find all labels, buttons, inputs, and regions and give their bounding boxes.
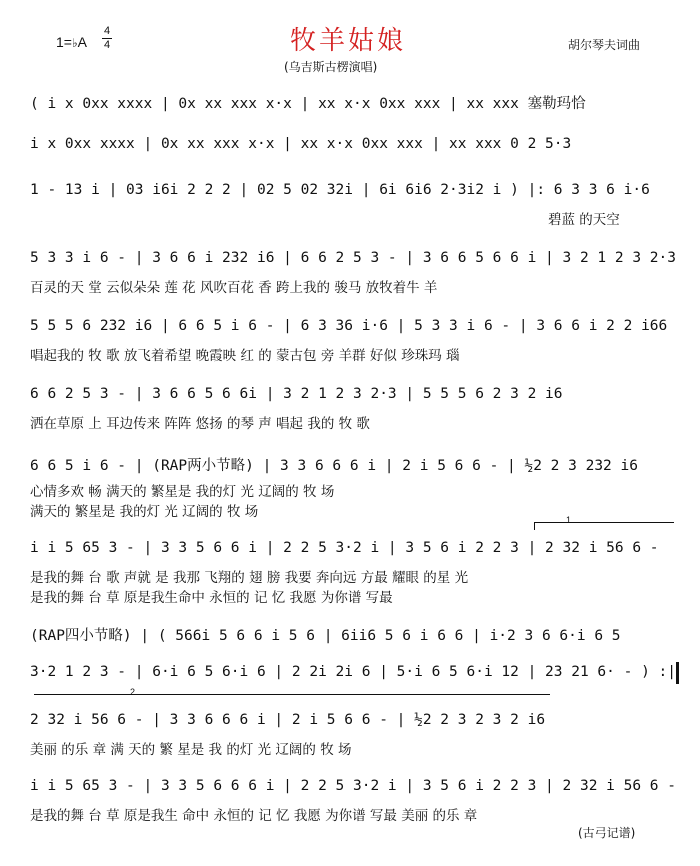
notation-line-12: i i 5 65 3 - | 3 3 5 6 6 6 i | 2 2 5 3·2 i | 3 5 6 i 2 2 3 | 2 32 i 56 6 - — [30, 778, 677, 794]
notation-line-5: 5 5 5 6 232 i6 | 6 6 5 i 6 - | 6 3 36 i·6 | 5 3 3 i 6 - | 3 6 6 i 2 2 i66 — [30, 318, 668, 334]
volta-label-2: 2 — [130, 687, 136, 697]
lyric-line-11: 美丽 的乐 章 满 天的 繁 星是 我 的灯 光 辽阔的 牧 场 — [30, 742, 352, 758]
song-title: 牧羊姑娘 — [290, 26, 407, 56]
notation-line-11: 2 32 i 56 6 - | 3 3 6 6 6 i | 2 i 5 6 6 - | ½2 2 3 2 3 2 i6 — [30, 712, 546, 728]
meter-top: 4 — [103, 25, 111, 37]
lyric-line-8b: 是我的舞 台 草 原是我生命中 永恒的 记 忆 我愿 为你谱 写最 — [30, 590, 393, 606]
notation-line-6: 6 6 2 5 3 - | 3 6 6 5 6 6i | 3 2 1 2 3 2·3 | 5 5 5 6 2 3 2 i6 — [30, 386, 563, 402]
volta-bracket-1-tick — [534, 522, 535, 530]
lyric-line-8a: 是我的舞 台 歌 声就 是 我那 飞翔的 翅 膀 我要 奔向远 方最 耀眼 的星 光 — [30, 570, 469, 586]
notation-line-9: (RAP四小节略) | ( 566i 5 6 6 i 5 6 | 6ii6 5 6 i 6 6 | i·2 3 6 6·i 6 5 — [30, 628, 621, 644]
notation-line-8: i i 5 65 3 - | 3 3 5 6 6 i | 2 2 5 3·2 i | 3 5 6 i 2 2 3 | 2 32 i 56 6 - — [30, 540, 659, 556]
notation-line-3: 1 - 13 i | 03 i6i 2 2 2 | 02 5 02 32i | 6i 6i6 2·3i2 i ) |: 6 3 3 6 i·6 — [30, 182, 650, 198]
meter-bottom: 4 — [103, 39, 111, 51]
notation-line-10: 3·2 1 2 3 - | 6·i 6 5 6·i 6 | 2 2i 2i 6 | 5·i 6 5 6·i 12 | 23 21 6· - ) :| — [30, 664, 677, 680]
key-signature — [56, 34, 87, 50]
key-prefix: 1= — [56, 34, 72, 50]
composer-credit: 胡尔琴夫词曲 — [568, 38, 641, 52]
volta-bracket-1 — [534, 522, 674, 523]
volta-label-1: 1 — [566, 515, 572, 525]
flat-sign: ♭ — [71, 36, 78, 50]
lyric-line-7a: 心情多欢 畅 满天的 繁星是 我的灯 光 辽阔的 牧 场 — [30, 484, 335, 500]
notation-line-1: ( i x 0xx xxxx | 0x xx xxx x·x | xx x·x 0xx xxx | xx xxx 塞勒玛恰 — [30, 96, 586, 112]
transcriber-credit: (古弓记谱) — [578, 826, 636, 840]
lyric-line-7b: 满天的 繁星是 我的灯 光 辽阔的 牧 场 — [30, 504, 259, 520]
key-note: A — [77, 34, 87, 50]
notation-line-4: 5 3 3 i 6 - | 3 6 6 i 232 i6 | 6 6 2 5 3 - | 3 6 6 5 6 6 i | 3 2 1 2 3 2·3 — [30, 250, 677, 266]
lyric-line-6: 洒在草原 上 耳边传来 阵阵 悠扬 的琴 声 唱起 我的 牧 歌 — [30, 416, 370, 432]
notation-line-7: 6 6 5 i 6 - | (RAP两小节略) | 3 3 6 6 6 i | 2 i 5 6 6 - | ½2 2 3 232 i6 — [30, 458, 638, 474]
end-repeat-bar — [676, 662, 679, 684]
time-signature — [102, 26, 112, 51]
singer-credit: (乌吉斯古楞演唱) — [284, 60, 378, 74]
volta-bracket-2 — [34, 694, 550, 695]
notation-line-2: i x 0xx xxxx | 0x xx xxx x·x | xx x·x 0xx xxx | xx xxx 0 2 5·3 — [30, 136, 572, 152]
lyric-line-12: 是我的舞 台 草 原是我生 命中 永恒的 记 忆 我愿 为你谱 写最 美丽 的乐 章 — [30, 808, 478, 824]
lyric-line-3: 碧蓝 的天空 — [548, 212, 620, 228]
lyric-line-4: 百灵的天 堂 云似朵朵 莲 花 风吹百花 香 跨上我的 骏马 放牧着牛 羊 — [30, 280, 438, 296]
lyric-line-5: 唱起我的 牧 歌 放飞着希望 晚霞映 红 的 蒙古包 旁 羊群 好似 珍珠玛 瑙 — [30, 348, 460, 364]
